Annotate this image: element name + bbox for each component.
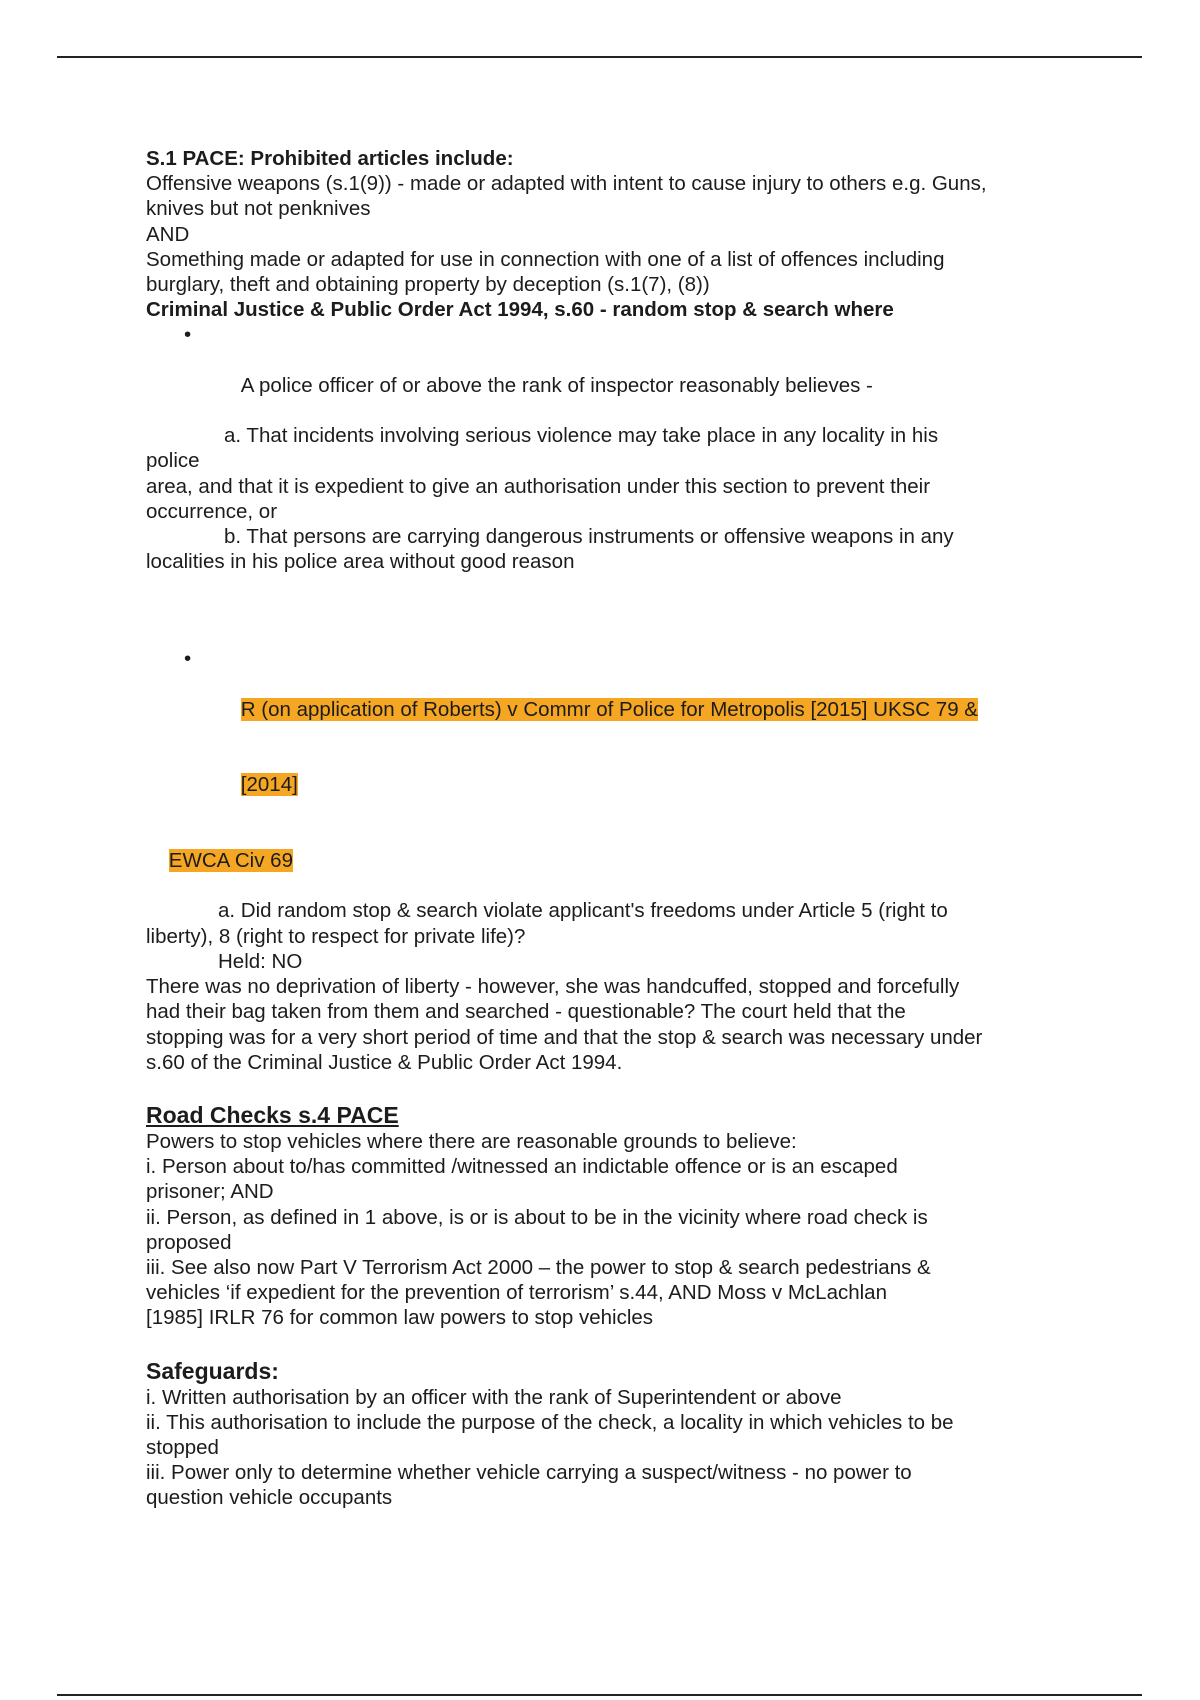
page-bottom-rule (57, 1694, 1142, 1696)
case-bullet-item (146, 646, 1066, 747)
bullet-icon: • (184, 647, 192, 671)
paragraph-line: s.60 of the Criminal Justice & Public Order Act 1994. (146, 1050, 623, 1074)
paragraph-line: occurrence, or (146, 499, 278, 523)
paragraph-line: ii. This authorisation to include the purpose of the check, a locality in which vehicles to be (146, 1410, 954, 1434)
case-citation-continued (146, 823, 1066, 899)
paragraph-line: iii. Power only to determine whether vehicle carrying a suspect/witness - no power to (146, 1461, 912, 1485)
paragraph-line: stopped (146, 1435, 219, 1459)
document-page (146, 146, 1066, 1511)
paragraph-line: had their bag taken from them and searched - questionable? The court held that the (146, 1000, 906, 1024)
bullet-text: A police officer of or above the rank of inspector reasonably believes - (240, 373, 873, 397)
page-top-rule (57, 56, 1142, 58)
case-citation-highlight: [2014] (240, 773, 298, 797)
paragraph-line: stopping was for a very short period of time and that the stop & search was necessary under (146, 1025, 983, 1049)
section-title-prohibited-articles: S.1 PACE: Prohibited articles include: (146, 147, 514, 170)
paragraph-line: There was no deprivation of liberty - however, she was handcuffed, stopped and forcefully (146, 975, 960, 999)
paragraph-line: proposed (146, 1230, 232, 1254)
paragraph-line: localities in his police area without good reason (146, 550, 575, 574)
section-heading-safeguards: Safeguards: (146, 1357, 279, 1384)
bullet-item (146, 322, 1066, 423)
paragraph-line: question vehicle occupants (146, 1486, 393, 1510)
paragraph-line: area, and that it is expedient to give an authorisation under this section to prevent their (146, 474, 931, 498)
section-heading-road-checks: Road Checks s.4 PACE (146, 1101, 399, 1128)
paragraph-line: vehicles ‘if expedient for the prevention of terrorism’ s.44, AND Moss v McLachlan (146, 1281, 887, 1305)
section-title-s60: Criminal Justice & Public Order Act 1994, s.60 - random stop & search where (146, 298, 894, 322)
paragraph-line: police (146, 449, 200, 473)
case-citation-highlight: R (on application of Roberts) v Commr of Police for Metropolis [2015] UKSC 79 & (240, 697, 978, 721)
paragraph-line: liberty), 8 (right to respect for private life)? (146, 924, 526, 948)
paragraph-line: i. Person about to/has committed /witnessed an indictable offence or is an escaped (146, 1155, 898, 1179)
paragraph-line: Something made or adapted for use in connection with one of a list of offences including (146, 247, 945, 271)
paragraph-line: iii. See also now Part V Terrorism Act 2000 – the power to stop & search pedestrians & (146, 1255, 931, 1279)
paragraph-line: burglary, theft and obtaining property by deception (s.1(7), (8)) (146, 273, 710, 297)
bullet-icon: • (184, 323, 192, 347)
subpoint-b: b. That persons are carrying dangerous instruments or offensive weapons in any (224, 525, 954, 549)
case-held: Held: NO (218, 949, 303, 973)
subpoint-a: a. That incidents involving serious violence may take place in any locality in his (224, 424, 939, 448)
paragraph-line: prisoner; AND (146, 1180, 274, 1204)
paragraph-line: Offensive weapons (s.1(9)) - made or adapted with intent to cause injury to others e.g. Guns, (146, 172, 987, 196)
paragraph-line: knives but not penknives (146, 197, 371, 221)
paragraph-line: i. Written authorisation by an officer with the rank of Superintendent or above (146, 1385, 842, 1409)
case-citation-continued (146, 747, 1066, 823)
case-question: a. Did random stop & search violate applicant's freedoms under Article 5 (right to (218, 899, 948, 923)
paragraph-line: Powers to stop vehicles where there are reasonable grounds to believe: (146, 1129, 797, 1153)
case-citation-highlight: EWCA Civ 69 (168, 849, 293, 873)
paragraph-line: ii. Person, as defined in 1 above, is or is about to be in the vicinity where road check is (146, 1205, 928, 1229)
paragraph-line: AND (146, 222, 190, 246)
paragraph-line: [1985] IRLR 76 for common law powers to stop vehicles (146, 1306, 654, 1330)
